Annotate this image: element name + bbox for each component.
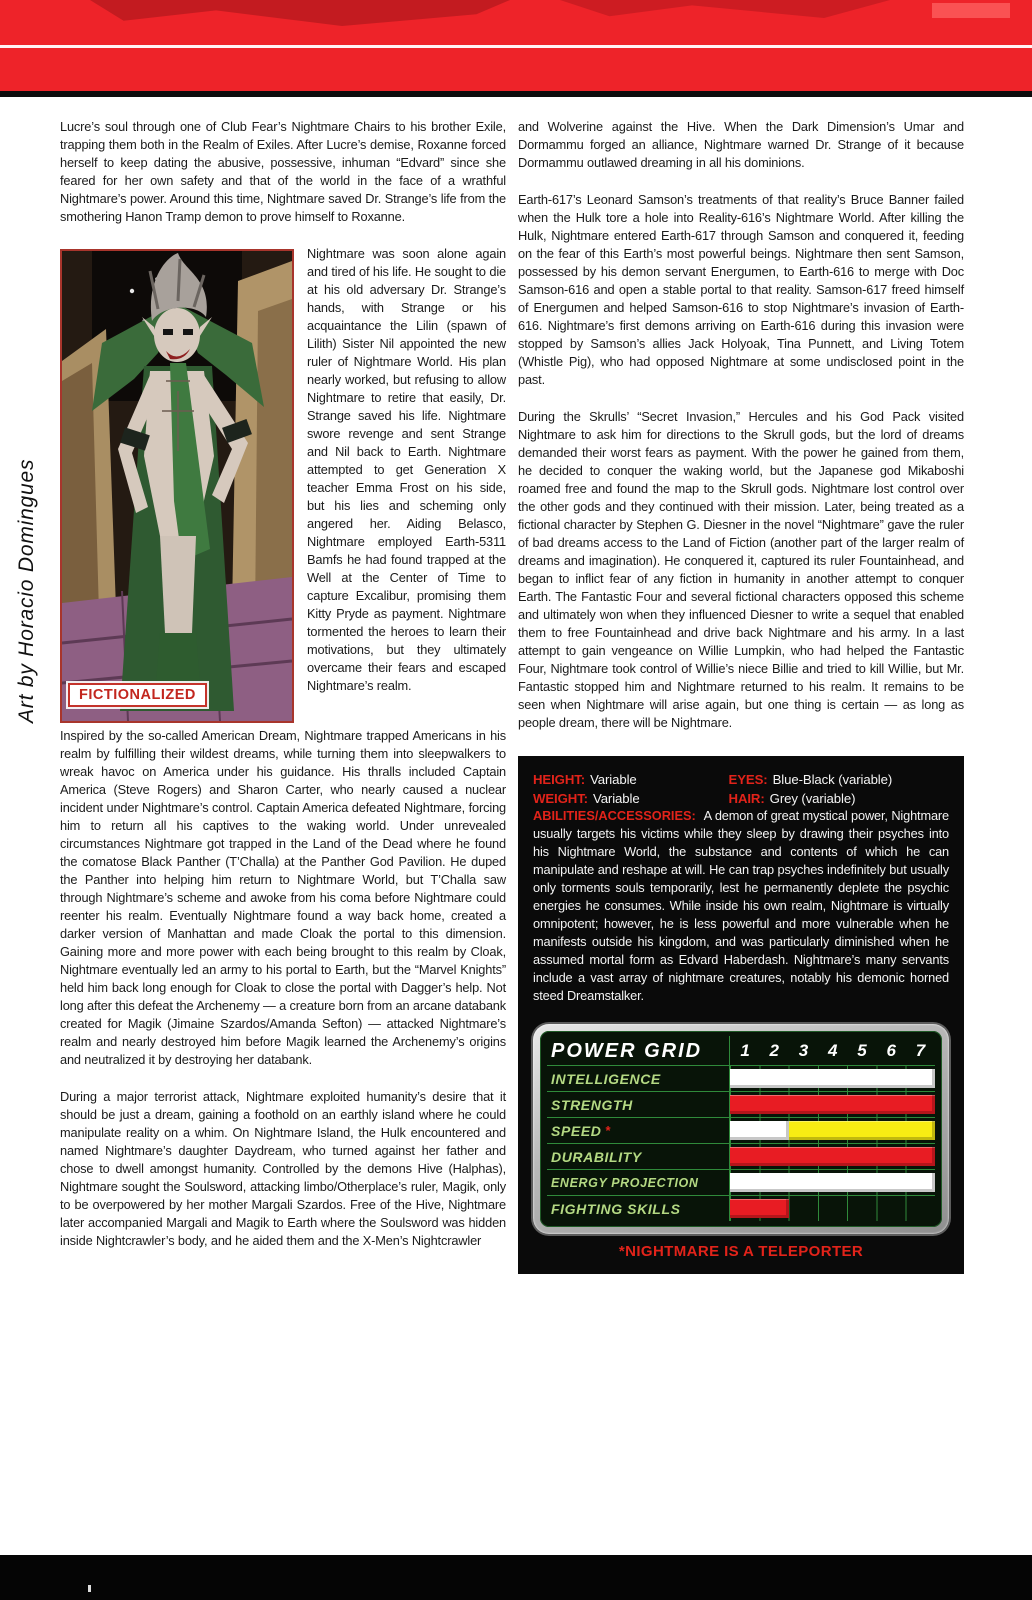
art-credit-caption: Art by Horacio Domingues: [15, 458, 38, 723]
banner-smudge: [90, 0, 510, 26]
scale-4: 4: [828, 1040, 838, 1060]
nightmare-artwork: [60, 249, 294, 723]
power-grid-scale: [729, 1036, 935, 1065]
power-grid-row-speed: [547, 1117, 935, 1143]
top-banner: [0, 0, 1032, 91]
power-grid-row-fighting-skills: [547, 1195, 935, 1221]
power-grid-row-intelligence: [547, 1065, 935, 1091]
row-label: FIGHTING SKILLS: [551, 1200, 681, 1217]
abilities-label: ABILITIES/ACCESSORIES:: [533, 808, 696, 823]
scale-6: 6: [886, 1040, 896, 1060]
paragraph-with-art: [15, 245, 506, 727]
abilities-text: A demon of great mystical power, Nightmare usually targets his victims while they sleep by drawing their psyches into his Nightmare World, the substance and contents of which he can manipulate and reshape at will. He can trap psyches indefinitely but usually only torments souls temporarily, lest he permanently deplete the psychic energies he consumes. While inside his own realm, Nightmare is virtually omnipotent; however, he is less powerful and more vulnerable when he manifests outside his kingdom, and was particularly diminished when he assumed mortal form as Edvard Haberdash. Nightmare’s many servants include a vast array of nightmare creatures, notably his demonic horned steed Dreamstalker.: [533, 808, 950, 1003]
ink-speck: [88, 1585, 91, 1592]
banner-smudge: [560, 0, 890, 18]
stat-weight-label: WEIGHT:: [533, 791, 588, 806]
vital-stats: [533, 771, 949, 807]
art-figure: [15, 249, 294, 723]
power-grid-title: POWER GRID: [551, 1039, 703, 1062]
abilities-paragraph: [533, 807, 949, 1005]
stat-hair-label: HAIR:: [728, 791, 765, 806]
paragraph-terrorist-attack: During a major terrorist attack, Nightmare exploited humanity’s desire that it should be just a dream, gaining a foothold on an earthly island where he could manipulate reality on a whim. On Nightmare Island, the Hulk encountered and named Nightmare’s daughter Daydream, who turned against her father and chose to dwell amongst humanity. Controlled by the demons Hive (Halphas), Nightmare sought the Soulsword, attacking limbo/Otherplace’s ruler, Magik, only to be overpowered by her mother Margali Szardos. Free of the Hive, Nightmare later accompanied Margali and Magik to Earth where the Soulsword was hidden inside Nightcrawler’s body, and he aided them and the X-Men’s Nightcrawler: [60, 1089, 506, 1248]
paragraph-earth-617: Earth-617’s Leonard Samson’s treatments of that reality’s Bruce Banner failed when the Hulk tore a hole into Reality-616’s Nightmare World. After killing the Hulk, Nightmare entered Earth-617 through Samson and conquered it, feeding on the fear of this Earth’s most powerful beings. Nightmare then sent Samson, possessed by his demon servant Energumen, to Earth-616 to merge with Doc Samson-616 and open a stable portal to that reality. Samson-617 freed himself of Energumen and helped Samson-616 to stop Nightmare’s invasion of Earth-616. Nightmare’s first demons arriving on Earth-616 during this invasion were stopped by Samson’s allies Jack Holyoak, Tina Punnett, and Living Totem (Whistle Pig), who had opposed Nightmare at some undisclosed point in the past.: [518, 192, 964, 387]
intelligence-bar-track: [729, 1066, 935, 1091]
stat-eyes-label: EYES:: [728, 772, 768, 787]
strength-bar-track: [729, 1092, 935, 1117]
power-grid-frame: [533, 1024, 949, 1234]
stat-weight: [533, 790, 729, 807]
nightmare-artwork-drawing: [62, 251, 292, 721]
paragraph-beside-art: Nightmare was soon alone again and tired of his life. He sought to die at his old adversary Dr. Strange’s hands, with Strange or his acquaintance the Lilin (spawn of Lilith) Sister Nil appointed the new ruler of Nightmare World. His plan nearly worked, but refusing to allow Nightmare to retire that easily, Dr. Strange saved his life. Nightmare swore revenge and sent Strange and Nil back to Earth. Nightmare attempted to get Generation X teacher Emma Frost on his side, but his lies and scheming only angered her. Aiding Belasco, Nightmare employed Earth-5311 Bamfs he had found trapped at the Well at the Center of Time to capture Excalibur, promising them Kitty Pryde as payment. Nightmare tormented the heroes to learn their motivations, but they ultimately overcame their fears and escaped Nightmare’s realm.: [307, 246, 506, 693]
row-label: INTELLIGENCE: [551, 1070, 661, 1087]
bottom-black-band: [0, 1555, 1032, 1600]
teleporter-footnote: *NIGHTMARE IS A TELEPORTER: [618, 1243, 864, 1260]
power-grid: [540, 1031, 942, 1227]
power-grid-row-strength: [547, 1091, 935, 1117]
scale-5: 5: [857, 1040, 867, 1060]
banner-divider-line: [0, 45, 1032, 48]
stat-weight-value: Variable: [592, 791, 640, 806]
power-grid-row-durability: [547, 1143, 935, 1169]
speed-bar-track: [729, 1118, 935, 1143]
stat-eyes-value: Blue-Black (variable): [772, 772, 893, 787]
paragraph-lucre: Lucre’s soul through one of Club Fear’s Nightmare Chairs to his brother Exile, trapping them both in the Realm of Exiles. After Lucre’s demise, Roxanne forced herself to keep dating the abusive, possessive, inhuman “Edvard” since she feared for her own safety and that of the world in the face of a wrathful Nightmare’s power. Around this time, Nightmare saved Dr. Strange’s life from the smothering Hanon Tramp demon to prove himself to Roxanne.: [60, 119, 506, 224]
banner-black-rule: [0, 91, 1032, 97]
speed-asterisk: *: [605, 1122, 612, 1138]
power-grid-header: [547, 1036, 935, 1065]
energy-projection-bar-track: [729, 1170, 935, 1195]
stat-height: [533, 771, 729, 788]
paragraph-wolverine: and Wolverine against the Hive. When the Dark Dimension’s Umar and Dormammu forged an alliance, Nightmare warned Dr. Strange of it because Dormammu outlawed dreaming in all his dominions.: [518, 119, 964, 170]
stat-hair: [729, 790, 949, 807]
right-column: [518, 118, 964, 1274]
scale-3: 3: [798, 1040, 809, 1060]
fictionalized-badge: FICTIONALIZED: [68, 683, 207, 707]
scale-1: 1: [740, 1040, 750, 1060]
scale-7: 7: [915, 1040, 926, 1060]
row-label: STRENGTH: [551, 1096, 633, 1113]
power-grid-row-energy-projection: [547, 1169, 935, 1195]
stat-eyes: [729, 771, 949, 788]
fighting-skills-bar-track: [729, 1196, 935, 1221]
stat-hair-value: Grey (variable): [769, 791, 856, 806]
banner-notch: [932, 3, 1010, 18]
row-label: SPEED: [551, 1122, 602, 1139]
row-label: DURABILITY: [551, 1148, 642, 1165]
row-label: ENERGY PROJECTION: [551, 1175, 699, 1190]
stat-height-value: Variable: [590, 772, 637, 787]
left-column: [15, 118, 506, 1269]
scale-2: 2: [769, 1040, 779, 1060]
paragraph-american-dream: Inspired by the so-called American Dream, Nightmare trapped Americans in his realm by fulfilling their wildest dreams, while turning them into sleepwalkers to wreak havoc on America under his guidance. His thralls included Captain America (Steve Rogers) and Sharon Carter, who nearly caused a nuclear incident under Nightmare’s control. Captain America defeated Nightmare, forcing him to return all his captives to the waking world. Under unrevealed circumstances Nightmare got trapped in the Land of the Dead where he found the comatose Black Panther (T’Challa) at the Panther God Pavilion. He duped the Panther into helping him return to Nightmare World, but T’Challa saw through Nightmare’s scheme and awoke from his coma before Nightmare could reenter his realm. Eventually Nightmare found a way back home, created a darker version of Manhattan and made Cloak the portal to this dimension. Gaining more and more power with each being brought to this realm by Cloak, Nightmare eventually led an army to his portal to Earth, but the “Marvel Knights” held him back long enough for Cloak to close the portal with Dagger’s help. Not long after this defeat the Archenemy — a creature born from an arcane databank created for Magik (Jimaine Szardos/Amanda Sefton) — attacked Nightmare’s realm and nearly destroyed him before Magik learned the Archenemy’s origins and neutralized it by destroying her databank.: [60, 728, 506, 1067]
durability-bar-track: [729, 1144, 935, 1169]
stat-height-label: HEIGHT:: [533, 772, 586, 787]
stats-box: [518, 756, 964, 1274]
paragraph-secret-invasion: During the Skrulls’ “Secret Invasion,” Hercules and his God Pack visited Nightmare to ask him for directions to the Skrull gods, but the lord of dreams demanded their worst fears as payment. With the power he gained from them, he decided to conquer the waking world, but the Japanese god Mikaboshi roamed free and found the map to the Skrull gods. Nightmare lost control over the other gods and they continued with their mission. Later, being treated as a fictional character by Stephen G. Diesner in the novel “Nightmare” gave the ruler of bad dreams access to the Land of Fiction (another part of the larger realm of dreams and imagination). He conquered it, captured its ruler Fountainhead, and began to inflict fear of any fiction in humanity in another attempt to conquer Earth. The Fantastic Four and several fictional characters opposed this scheme and ultimately won when they influenced Diesner to write a sequel that enabled them to free Fountainhead and drive back Nightmare and his army. In a last attempt to gain vengeance on Willie Lumpkin, who had helped the Fantastic Four, Nightmare took control of Willie’s niece Billie and tried to kill Willie, but Mr. Fantastic stopped him and Nightmare returned to his realm. It remains to be seen when Nightmare will arise again, but one thing is certain — as long as people dream, there will be Nightmare.: [518, 409, 964, 730]
